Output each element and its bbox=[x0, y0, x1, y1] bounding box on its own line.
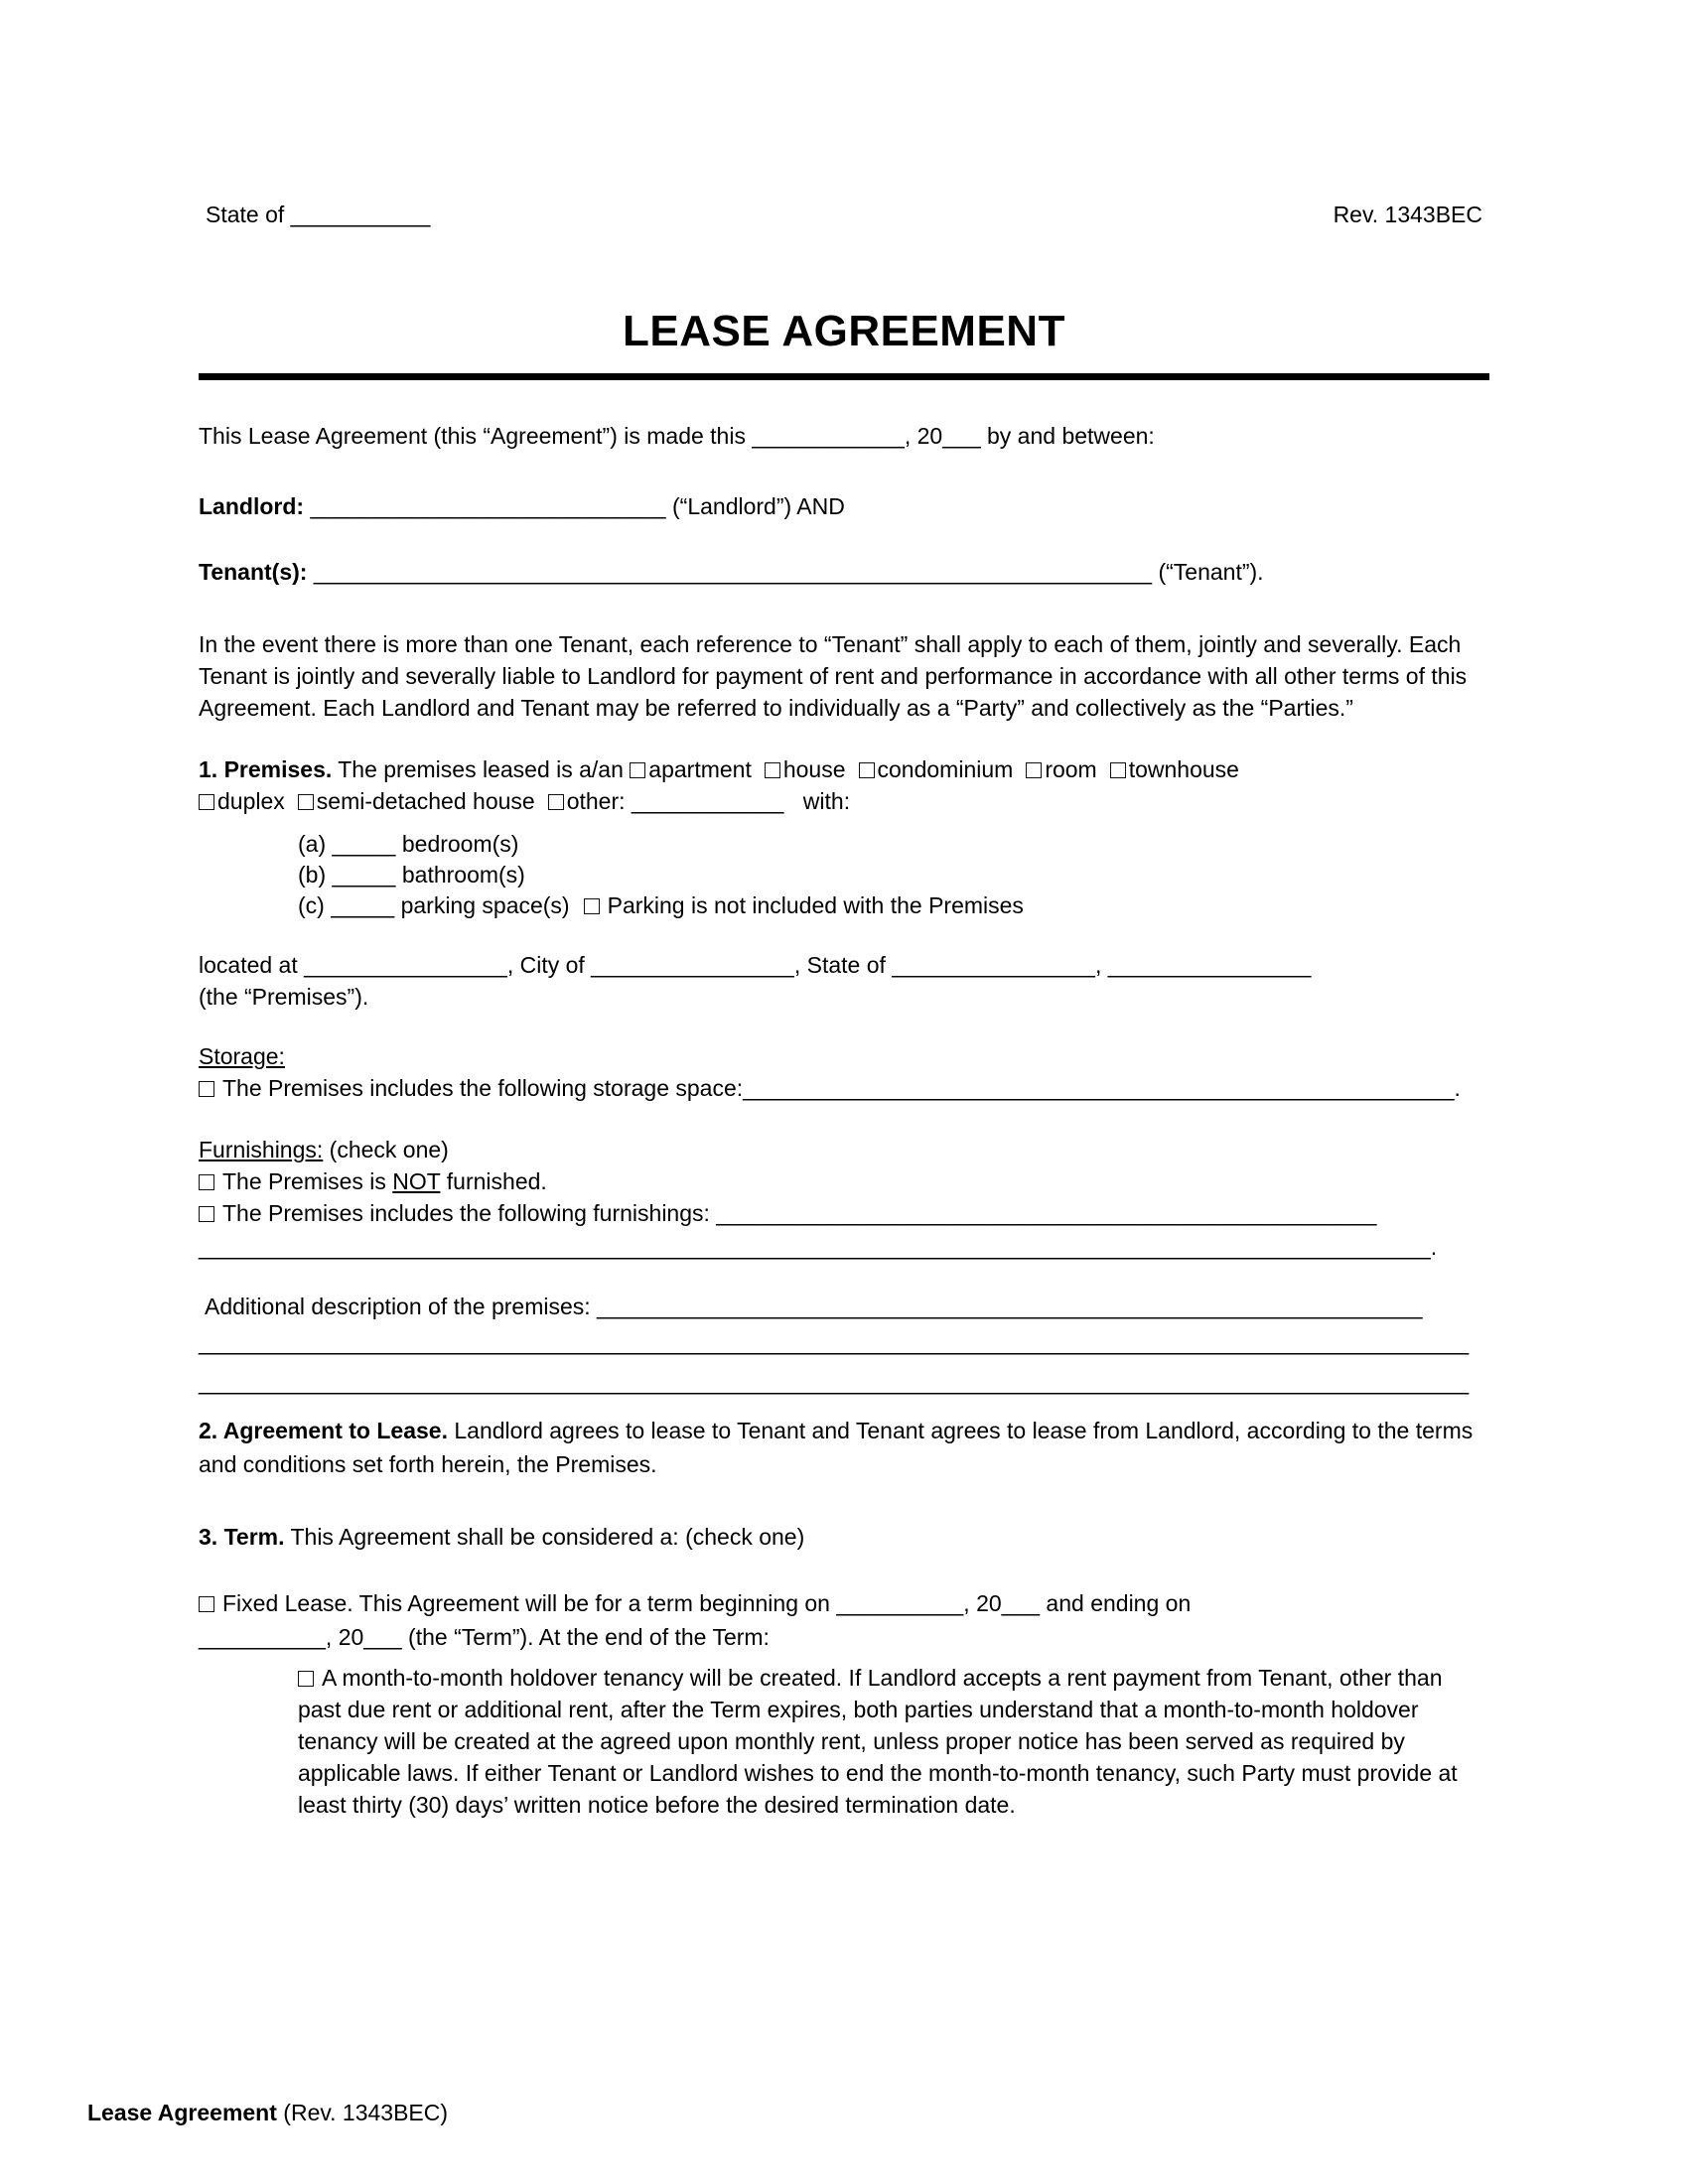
furnishings-heading bbox=[199, 1134, 1489, 1165]
checkbox-duplex[interactable] bbox=[199, 794, 214, 810]
section-2-agreement-to-lease bbox=[199, 1414, 1489, 1481]
holdover-tenancy-text: A month-to-month holdover tenancy will be created. If Landlord accepts a rent payment from Tenant, other than past due rent or additional rent, after the Term expires, both parties understand that a month-to-month holdover tenancy will be created at the agreed upon monthly rent, unless proper notice has been served as required by applicable laws. If either Tenant or Landlord wishes to end the month-to-month tenancy, such Party must provide at least thirty (30) days’ written notice before the desired termination date. bbox=[298, 1665, 1458, 1818]
made-day-blank: ____________ bbox=[752, 423, 905, 449]
fixed-ending-text: and ending on bbox=[1040, 1590, 1192, 1616]
section-2-number: 2. Agreement to Lease. bbox=[199, 1418, 448, 1443]
checkbox-house[interactable] bbox=[765, 762, 780, 778]
parking-line bbox=[199, 890, 1489, 921]
fixed-term-text: (the “Term”). At the end of the Term: bbox=[401, 1624, 770, 1650]
state-of-line bbox=[206, 199, 430, 230]
furnishings-period: . bbox=[1430, 1234, 1438, 1260]
made-text-2: , 20 bbox=[904, 423, 943, 449]
type-option-apartment bbox=[630, 756, 752, 782]
city-of-text: , City of bbox=[506, 952, 592, 978]
state-of-label: State of bbox=[206, 202, 291, 227]
bedrooms-count-blank: _____ bbox=[332, 831, 396, 857]
furnishings-included-label: The Premises includes the following furnishings: bbox=[222, 1200, 717, 1226]
checkbox-fixed-lease[interactable] bbox=[199, 1596, 214, 1612]
fixed-lease-block bbox=[199, 1586, 1489, 1654]
additional-description-label: Additional description of the premises: bbox=[205, 1294, 598, 1319]
page-header bbox=[0, 0, 1688, 230]
located-at-paragraph bbox=[199, 949, 1489, 1013]
checkbox-parking-not-included[interactable] bbox=[584, 898, 600, 914]
furnishings-check-one: (check one) bbox=[323, 1137, 449, 1162]
type-label-other: other: bbox=[566, 788, 632, 814]
type-label-townhouse: townhouse bbox=[1128, 756, 1239, 782]
storage-checkbox-line bbox=[199, 1072, 1489, 1104]
tenant-line bbox=[199, 556, 1489, 588]
type-label-room: room bbox=[1045, 756, 1097, 782]
fixed-lease-line-1 bbox=[199, 1586, 1489, 1620]
title-rule bbox=[199, 373, 1489, 380]
made-year-blank: ___ bbox=[942, 423, 981, 449]
not-word: NOT bbox=[392, 1168, 441, 1194]
furnishings-heading-text: Furnishings: bbox=[199, 1137, 324, 1162]
fixed-begin-day-blank: __________ bbox=[836, 1590, 964, 1616]
fixed-end-year-text: , 20 bbox=[325, 1624, 364, 1650]
type-option-other bbox=[548, 788, 784, 814]
fixed-lease-label: Fixed Lease. This Agreement will be for a term beginning on bbox=[222, 1590, 837, 1616]
fixed-begin-year-text: , 20 bbox=[963, 1590, 1002, 1616]
additional-description-blank-line-3: ____________________________________________________________________________________________________ bbox=[199, 1369, 1470, 1395]
type-option-condominium bbox=[859, 756, 1014, 782]
landlord-line bbox=[199, 490, 1489, 522]
parking-prefix: (c) bbox=[298, 892, 332, 918]
additional-description-blank-line-2: ____________________________________________________________________________________________________ bbox=[199, 1329, 1470, 1355]
checkbox-storage-space[interactable] bbox=[199, 1081, 214, 1097]
fixed-end-day-blank: __________ bbox=[199, 1624, 326, 1650]
storage-period: . bbox=[1454, 1075, 1461, 1101]
type-label-house: house bbox=[782, 756, 846, 782]
storage-heading-text: Storage: bbox=[199, 1043, 285, 1069]
type-option-semi-detached bbox=[298, 788, 535, 814]
zip-blank: ________________ bbox=[1107, 952, 1312, 978]
address-blank: ________________ bbox=[304, 952, 507, 978]
type-label-duplex: duplex bbox=[217, 788, 285, 814]
tenant-label: Tenant(s): bbox=[199, 559, 314, 585]
page-footer bbox=[87, 2097, 448, 2128]
landlord-label: Landlord: bbox=[199, 493, 311, 519]
fixed-begin-year-blank: ___ bbox=[1001, 1590, 1041, 1616]
city-blank: ________________ bbox=[591, 952, 794, 978]
landlord-suffix: (“Landlord”) AND bbox=[665, 493, 845, 519]
parking-label: parking space(s) bbox=[394, 892, 570, 918]
type-option-duplex bbox=[199, 788, 285, 814]
additional-description-line bbox=[199, 1291, 1489, 1322]
state-of-text: , State of bbox=[793, 952, 893, 978]
bedrooms-line bbox=[199, 829, 1489, 860]
checkbox-townhouse[interactable] bbox=[1110, 762, 1126, 778]
tenant-name-blank: __________________________________________________________________ bbox=[313, 559, 1153, 585]
section-1-number: 1. Premises. bbox=[199, 756, 333, 782]
made-line bbox=[199, 420, 1489, 452]
premises-type-line-2 bbox=[199, 785, 1489, 817]
checkbox-condominium[interactable] bbox=[859, 762, 875, 778]
bathrooms-prefix: (b) bbox=[298, 862, 333, 887]
parking-not-included-label: Parking is not included with the Premises bbox=[607, 892, 1024, 918]
additional-description-blank-1: _________________________________________________________________ bbox=[597, 1294, 1423, 1319]
checkbox-holdover-tenancy[interactable] bbox=[298, 1671, 314, 1687]
document-title: LEASE AGREEMENT bbox=[623, 307, 1065, 355]
checkbox-furnishings-included[interactable] bbox=[199, 1206, 214, 1222]
type-option-house bbox=[765, 756, 846, 782]
additional-description-block bbox=[199, 1291, 1489, 1402]
furnishings-blank-2: _________________________________________________________________________________________________ bbox=[199, 1234, 1431, 1260]
parking-count-blank: _____ bbox=[331, 892, 395, 918]
type-option-room bbox=[1026, 756, 1096, 782]
state-of-blank: ___________ bbox=[290, 202, 431, 227]
furnishings-included-line bbox=[199, 1197, 1489, 1229]
revision-label: Rev. 1343BEC bbox=[1333, 202, 1482, 227]
made-text-1: This Lease Agreement (this “Agreement”) is made this bbox=[199, 423, 753, 449]
premises-type-line-1 bbox=[199, 753, 1489, 785]
made-text-3: by and between: bbox=[980, 423, 1155, 449]
checkbox-semi-detached-house[interactable] bbox=[298, 794, 314, 810]
fixed-end-year-blank: ___ bbox=[363, 1624, 402, 1650]
footer-title: Lease Agreement bbox=[87, 2100, 277, 2125]
located-at-text: located at bbox=[199, 952, 305, 978]
bedrooms-prefix: (a) bbox=[298, 831, 333, 857]
type-label-apartment: apartment bbox=[648, 756, 752, 782]
checkbox-not-furnished[interactable] bbox=[199, 1174, 214, 1190]
not-furnished-line bbox=[199, 1165, 1489, 1197]
type-option-townhouse bbox=[1110, 756, 1239, 782]
section-3-term bbox=[199, 1521, 1489, 1553]
bathrooms-count-blank: _____ bbox=[332, 862, 396, 887]
footer-revision: (Rev. 1343BEC) bbox=[276, 2100, 449, 2125]
checkbox-other[interactable] bbox=[548, 794, 564, 810]
not-furnished-post: furnished. bbox=[440, 1168, 547, 1194]
bedrooms-label: bedroom(s) bbox=[395, 831, 519, 857]
storage-space-blank: ________________________________________________________ bbox=[743, 1075, 1455, 1101]
checkbox-apartment[interactable] bbox=[630, 762, 645, 778]
not-furnished-pre: The Premises is bbox=[222, 1168, 393, 1194]
furnishings-continuation-line bbox=[199, 1229, 1489, 1265]
comma-text: , bbox=[1094, 952, 1108, 978]
holdover-tenancy-paragraph bbox=[298, 1662, 1489, 1821]
premises-lead-text: The premises leased is a/an bbox=[332, 756, 631, 782]
joint-liability-paragraph: In the event there is more than one Tenant, each reference to “Tenant” shall apply to each of them, jointly and severally. Each Tenant is jointly and severally liable to Landlord for payment of rent and performance in accordance with all other terms of this Agreement. Each Landlord and Tenant may be referred to individually as a “Party” and collectively as the “Parties.” bbox=[199, 631, 1468, 721]
storage-line-label: The Premises includes the following storage space: bbox=[222, 1075, 744, 1101]
tenant-suffix: (“Tenant”). bbox=[1152, 559, 1264, 585]
furnishings-blank-1: ____________________________________________________ bbox=[716, 1200, 1377, 1226]
section-3-number: 3. Term. bbox=[199, 1524, 285, 1550]
state-blank: ________________ bbox=[892, 952, 1095, 978]
section-1-premises bbox=[199, 753, 1489, 921]
other-type-blank: ____________ bbox=[631, 788, 784, 814]
fixed-lease-line-2 bbox=[199, 1620, 1489, 1654]
checkbox-room[interactable] bbox=[1026, 762, 1042, 778]
bathrooms-label: bathroom(s) bbox=[395, 862, 525, 887]
type-label-semi-detached: semi-detached house bbox=[316, 788, 535, 814]
bathrooms-line bbox=[199, 860, 1489, 890]
landlord-name-blank: ____________________________ bbox=[310, 493, 666, 519]
the-premises-line: (the “Premises”). bbox=[199, 984, 369, 1010]
located-at-line bbox=[199, 949, 1489, 981]
section-2-text: Landlord agrees to lease to Tenant and Tenant agrees to lease from Landlord, according to the terms and conditions set forth herein, the Premises. bbox=[199, 1418, 1474, 1477]
premises-with-text: with: bbox=[796, 788, 851, 814]
type-label-condominium: condominium bbox=[877, 756, 1014, 782]
storage-heading bbox=[199, 1040, 1489, 1072]
section-3-text: This Agreement shall be considered a: (check one) bbox=[284, 1524, 805, 1550]
document-body bbox=[0, 420, 1688, 1821]
